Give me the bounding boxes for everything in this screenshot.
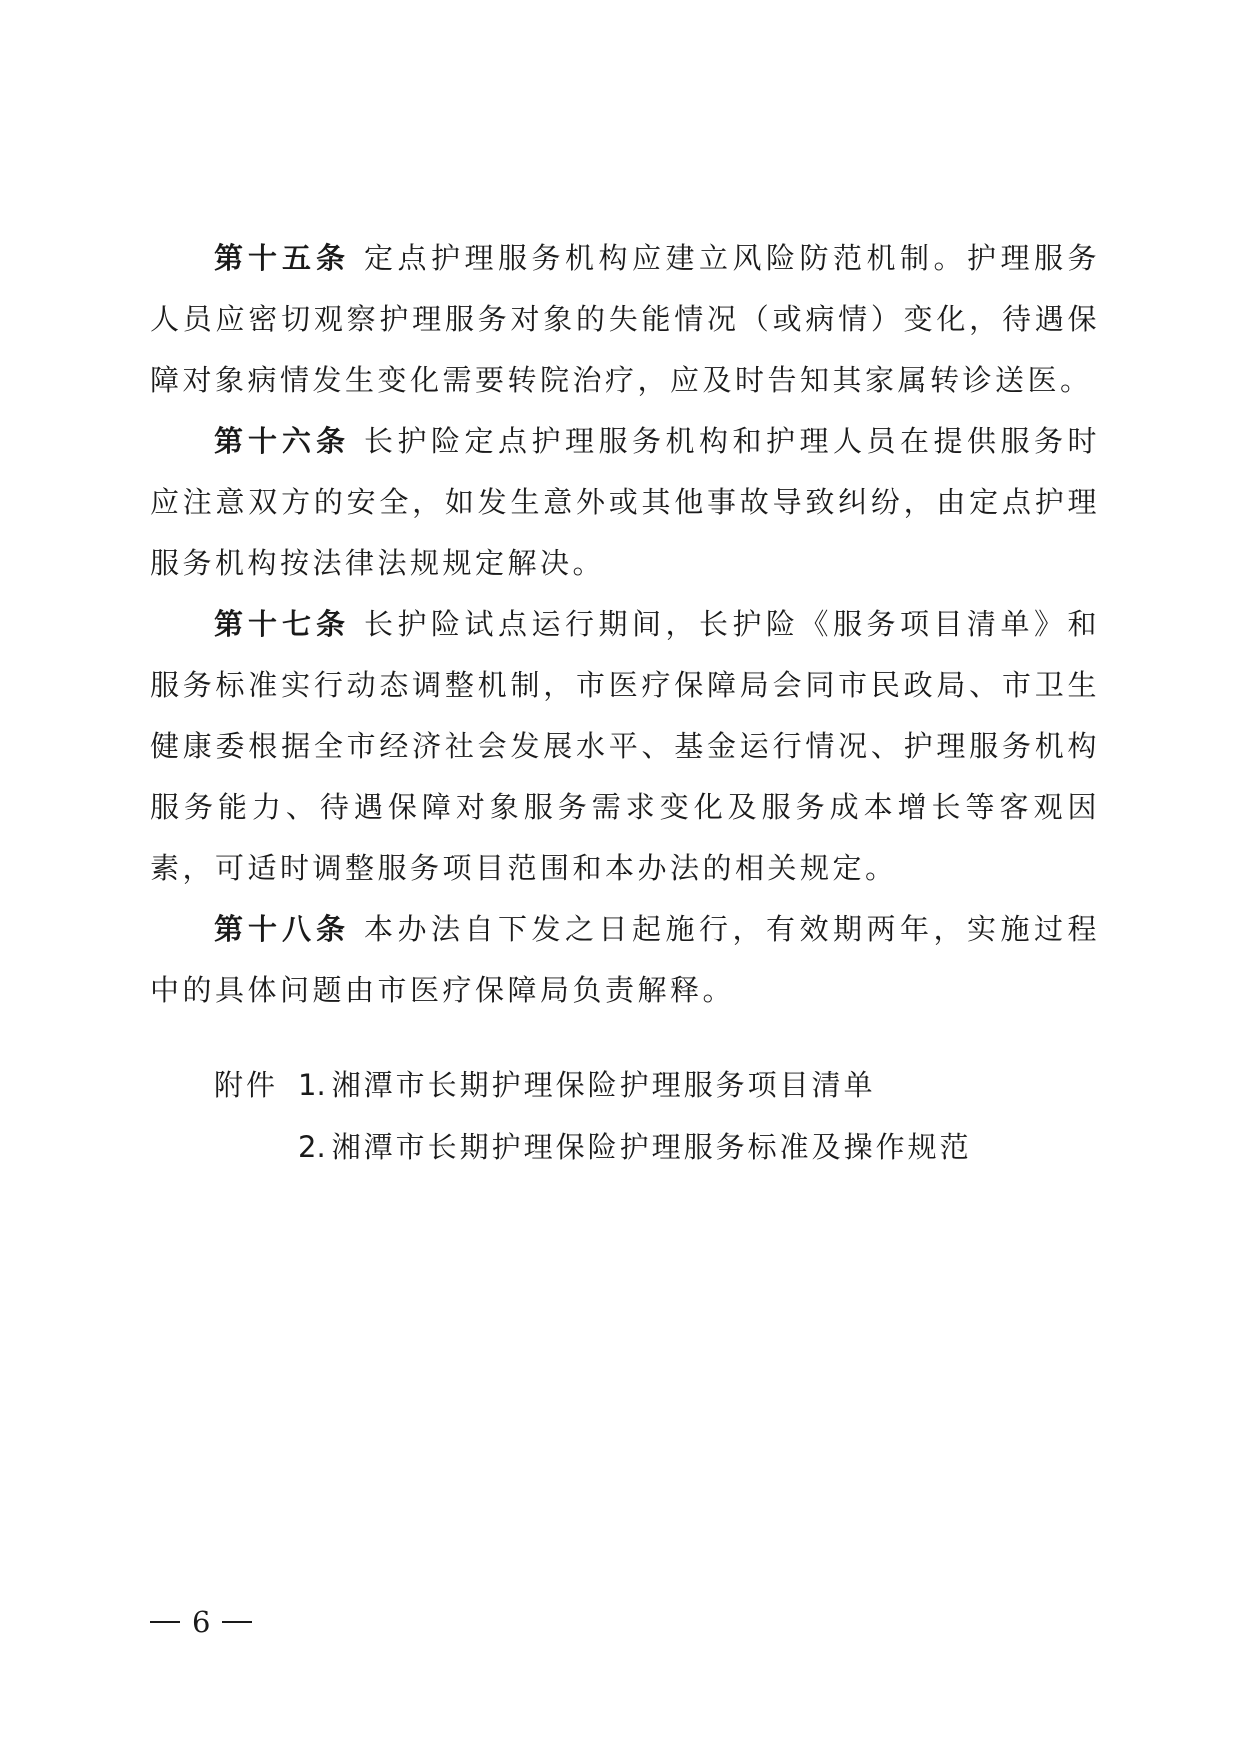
article-18 [150, 899, 1100, 1021]
article-heading: 第十七条 [214, 607, 350, 641]
attachment-title: 湘潭市长期护理保险护理服务标准及操作规范 [331, 1130, 972, 1164]
article-heading: 第十六条 [214, 424, 350, 458]
attachments-list [214, 1054, 1094, 1178]
attachment-title: 湘潭市长期护理保险护理服务项目清单 [331, 1068, 876, 1102]
attachment-number: 1. [298, 1068, 326, 1102]
article-text: 定点护理服务机构应建立风险防范机制。护理服务人员应密切观察护理服务对象的失能情况（或病情）变化，待遇保障对象病情发生变化需要转院治疗，应及时告知其家属转诊送医。 [150, 241, 1100, 397]
page-number-value: 6 [192, 1605, 211, 1639]
dash-left [150, 1621, 180, 1623]
article-16 [150, 411, 1100, 594]
attachment-item [214, 1054, 1094, 1116]
attachment-number: 2. [298, 1130, 326, 1164]
dash-right [222, 1621, 252, 1623]
page-number [150, 1605, 252, 1639]
article-text: 本办法自下发之日起施行，有效期两年，实施过程中的具体问题由市医疗保障局负责解释。 [150, 912, 1100, 1007]
article-heading: 第十八条 [214, 912, 350, 946]
attachment-item [214, 1116, 1094, 1178]
article-text: 长护险定点护理服务机构和护理人员在提供服务时应注意双方的安全，如发生意外或其他事故导致纠纷，由定点护理服务机构按法律法规规定解决。 [150, 424, 1100, 580]
document-body [150, 228, 1100, 1021]
article-15 [150, 228, 1100, 411]
article-17 [150, 594, 1100, 899]
article-heading: 第十五条 [214, 241, 350, 275]
article-text: 长护险试点运行期间，长护险《服务项目清单》和服务标准实行动态调整机制，市医疗保障局会同市民政局、市卫生健康委根据全市经济社会发展水平、基金运行情况、护理服务机构服务能力、待遇保障对象服务需求变化及服务成本增长等客观因素，可适时调整服务项目范围和本办法的相关规定。 [150, 607, 1100, 885]
attachments-label: 附件 [214, 1068, 279, 1102]
